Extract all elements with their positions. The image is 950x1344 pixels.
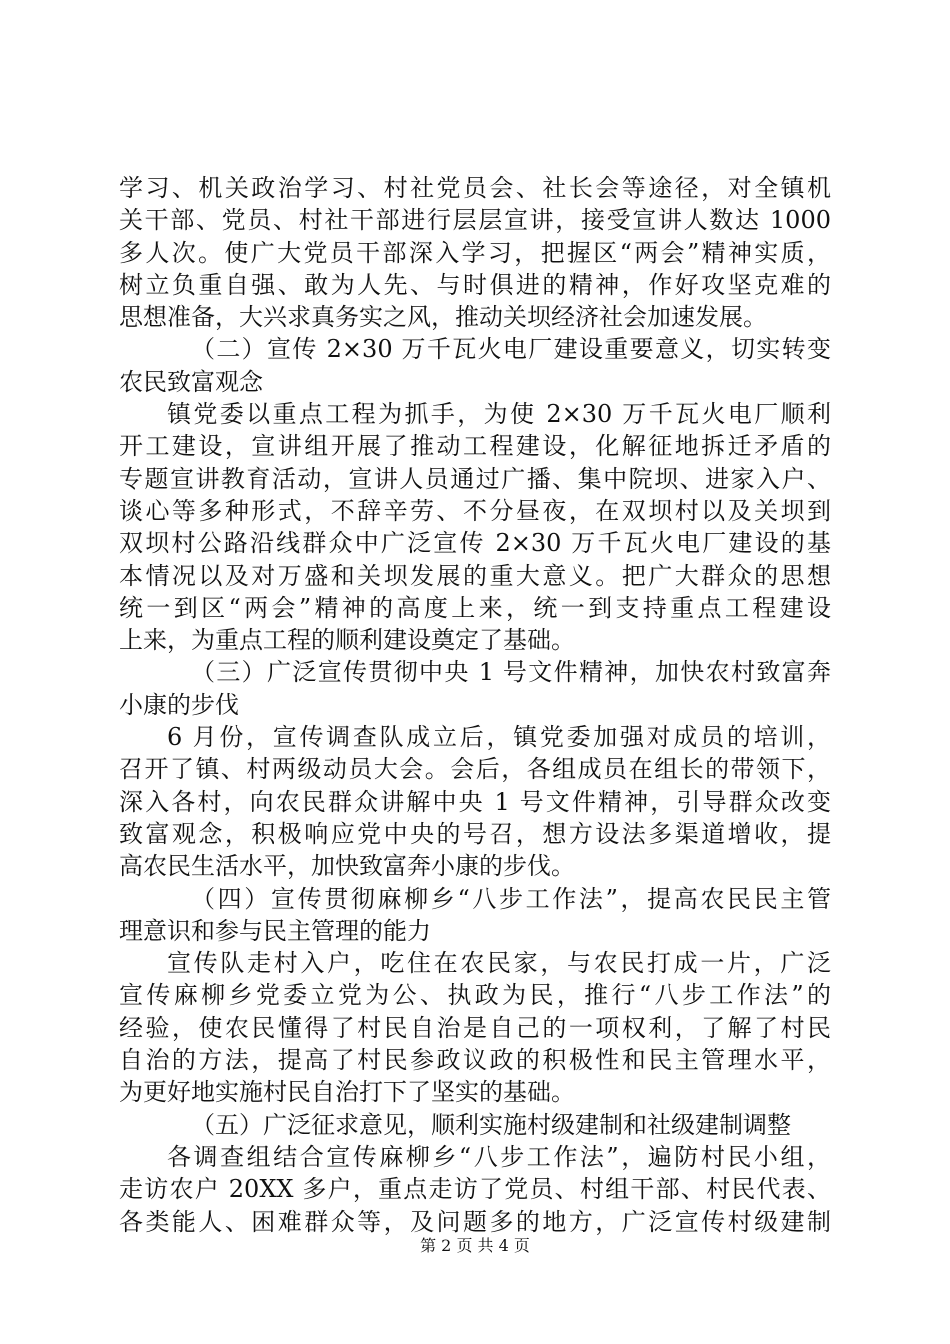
section-heading-2: （二）宣传 2×30 万千瓦火电厂建设重要意义，切实转变 bbox=[191, 335, 831, 364]
text-line: 镇党委以重点工程为抓手，为使 2×30 万千瓦火电厂顺利 bbox=[167, 400, 831, 429]
text-line: 经验，使农民懂得了村民自治是自己的一项权利，了解了村民 bbox=[119, 1013, 831, 1042]
section-heading-3-cont: 小康的步伐 bbox=[119, 690, 239, 719]
section-heading-5: （五）广泛征求意见，顺利实施村级建制和社级建制调整 bbox=[191, 1110, 791, 1139]
text-line: 树立负重自强、敢为人先、与时俱进的精神，作好攻坚克难的 bbox=[119, 270, 831, 299]
text-line: 高农民生活水平，加快致富奔小康的步伐。 bbox=[119, 852, 575, 881]
text-line: 致富观念，积极响应党中央的号召，想方设法多渠道增收，提 bbox=[119, 819, 831, 848]
body-text bbox=[119, 172, 831, 1238]
text-line: 本情况以及对万盛和关坝发展的重大意义。把广大群众的思想 bbox=[119, 561, 831, 590]
text-line: 各调查组结合宣传麻柳乡“八步工作法”，遍防村民小组， bbox=[167, 1142, 831, 1171]
text-line: 双坝村公路沿线群众中广泛宣传 2×30 万千瓦火电厂建设的基 bbox=[119, 529, 831, 558]
text-line: 为更好地实施村民自治打下了坚实的基础。 bbox=[119, 1078, 575, 1107]
text-line: 各类能人、困难群众等，及问题多的地方，广泛宣传村级建制 bbox=[119, 1207, 831, 1236]
text-line: 6 月份，宣传调查队成立后，镇党委加强对成员的培训， bbox=[167, 723, 831, 752]
text-line: 统一到区“两会”精神的高度上来，统一到支持重点工程建设 bbox=[119, 593, 831, 622]
section-heading-3: （三）广泛宣传贯彻中央 1 号文件精神，加快农村致富奔 bbox=[191, 658, 831, 687]
text-line: 关干部、党员、村社干部进行层层宣讲，接受宣讲人数达 1000 bbox=[119, 206, 831, 235]
text-line: 召开了镇、村两级动员大会。会后，各组成员在组长的带领下， bbox=[119, 755, 831, 784]
section-heading-4-cont: 理意识和参与民主管理的能力 bbox=[119, 916, 431, 945]
page-number-footer: 第 2 页 共 4 页 bbox=[420, 1236, 530, 1255]
section-heading-2-cont: 农民致富观念 bbox=[119, 367, 263, 396]
text-line: 专题宣讲教育活动，宣讲人员通过广播、集中院坝、进家入户、 bbox=[119, 464, 831, 493]
text-line: 开工建设，宣讲组开展了推动工程建设，化解征地拆迁矛盾的 bbox=[119, 432, 831, 461]
text-line: 谈心等多种形式，不辞辛劳、不分昼夜，在双坝村以及关坝到 bbox=[119, 496, 831, 525]
text-line: 宣传麻柳乡党委立党为公、执政为民，推行“八步工作法”的 bbox=[119, 981, 831, 1010]
text-line: 思想准备，大兴求真务实之风，推动关坝经济社会加速发展。 bbox=[119, 303, 767, 332]
section-heading-4: （四）宣传贯彻麻柳乡“八步工作法”，提高农民民主管 bbox=[191, 884, 831, 913]
text-line: 宣传队走村入户，吃住在农民家，与农民打成一片，广泛 bbox=[167, 949, 831, 978]
text-line: 自治的方法，提高了村民参政议政的积极性和民主管理水平， bbox=[119, 1046, 831, 1075]
text-line: 深入各村，向农民群众讲解中央 1 号文件精神，引导群众改变 bbox=[119, 787, 831, 816]
text-line: 上来，为重点工程的顺利建设奠定了基础。 bbox=[119, 626, 575, 655]
text-line: 走访农户 20XX 多户，重点走访了党员、村组干部、村民代表、 bbox=[119, 1175, 831, 1204]
text-line: 学习、机关政治学习、村社党员会、社长会等途径，对全镇机 bbox=[119, 174, 831, 202]
text-line: 多人次。使广大党员干部深入学习，把握区“两会”精神实质， bbox=[119, 238, 831, 267]
